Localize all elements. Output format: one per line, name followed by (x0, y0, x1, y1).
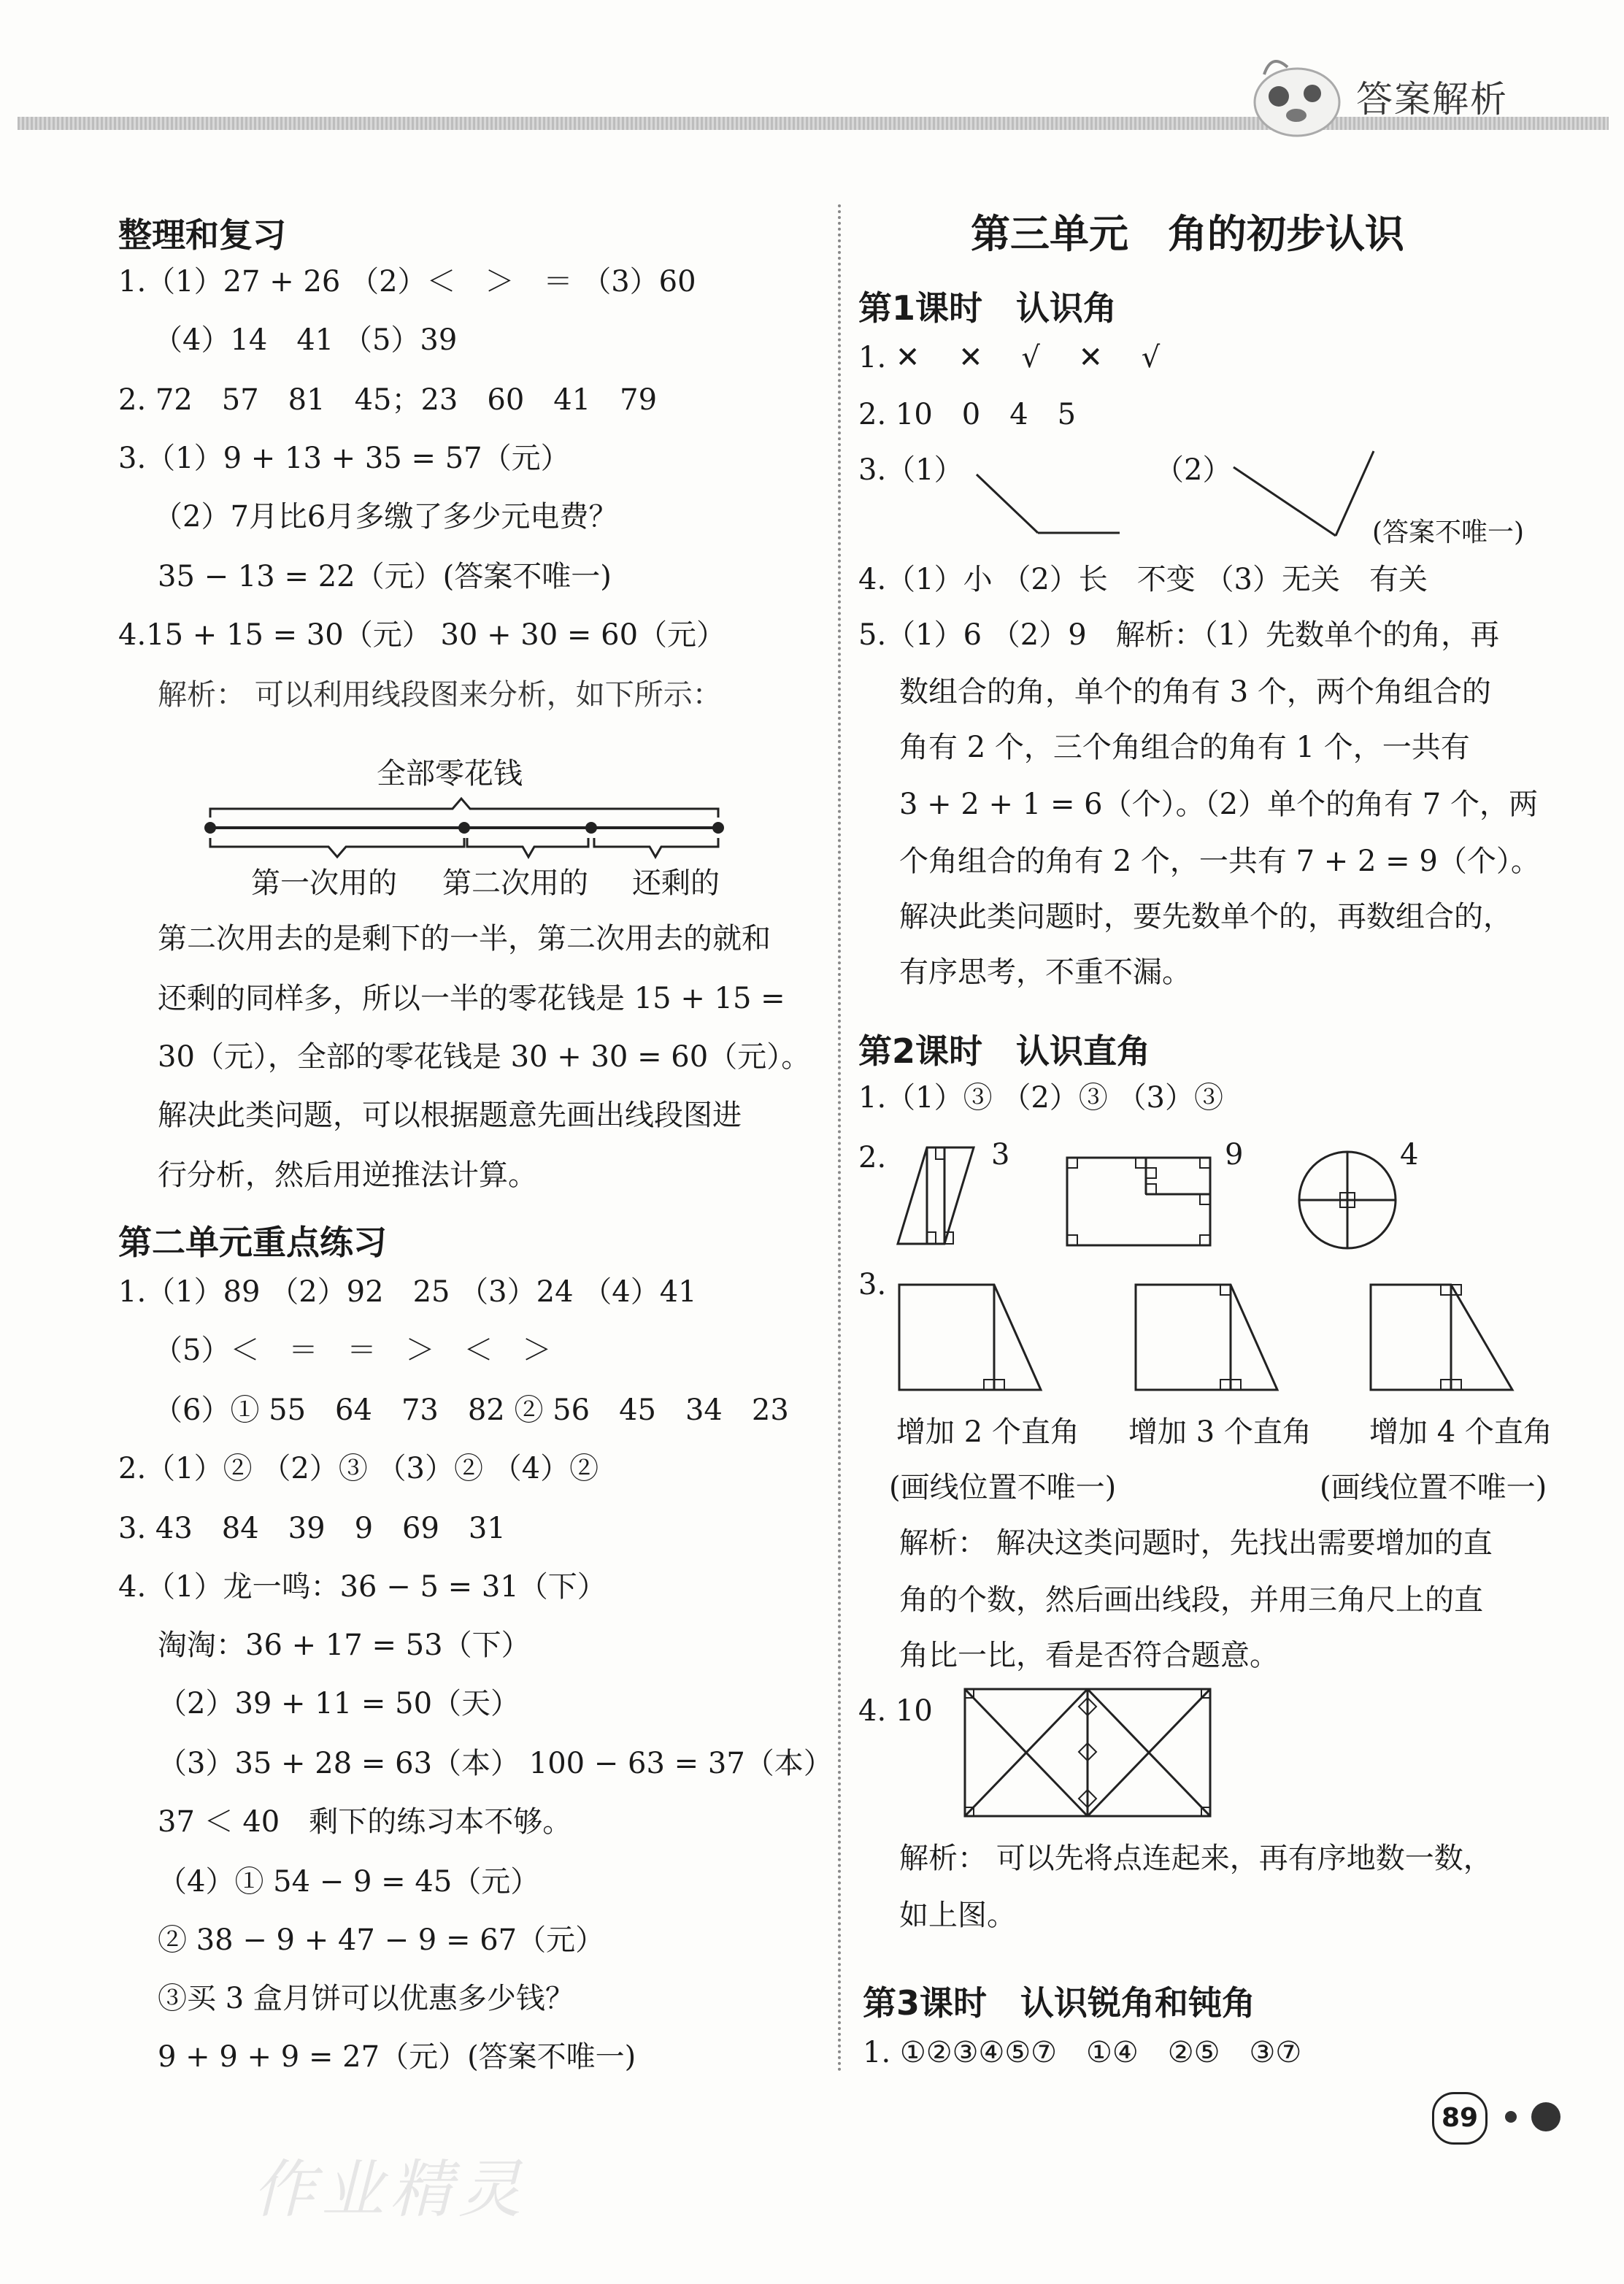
lesson2-q2-label: 2. (858, 1141, 887, 1174)
lesson1-q3-a: 3.（1） (858, 453, 963, 487)
mascot-icon (1250, 45, 1344, 140)
page-dot-small (1505, 2111, 1517, 2123)
lesson1-q5-line: 3 + 2 + 1 = 6（个）。（2）单个的角有 7 个，两 (899, 788, 1538, 821)
lesson2-q4-analysis: 如上图。 (899, 1899, 1016, 1932)
q3-note: (画线位置不唯一) (1320, 1471, 1547, 1504)
lesson1-q5-line: 个角组合的角有 2 个，一共有 7 + 2 = 9（个）。 (899, 845, 1540, 878)
lesson1-q5-line: 数组合的角，单个的角有 3 个，两个角组合的 (899, 675, 1491, 709)
column-divider (838, 204, 841, 2073)
unit2-line: 37 ＜ 40 剩下的练习本不够。 (158, 1805, 572, 1839)
unit2-line: （5）＜ ＝ ＝ ＞ ＜ ＞ (153, 1334, 552, 1367)
review-line: 1.（1）27 + 26 （2）＜ ＞ ＝ （3）60 (118, 265, 696, 299)
lesson2-title: 第2课时 认识直角 (858, 1031, 1151, 1071)
watermark: 作业精灵 (253, 2153, 527, 2226)
unit2-line: 3. 43 84 39 9 69 31 (118, 1512, 506, 1545)
lesson2-q3-label: 3. (858, 1268, 887, 1301)
header-title: 答案解析 (1356, 78, 1508, 120)
unit2-line: （4）① 54 − 9 = 45（元） (158, 1865, 540, 1899)
review-line: 4.15 + 15 = 30（元） 30 + 30 = 60（元） (118, 618, 726, 652)
lesson1-q5-line: 有序思考，不重不漏。 (899, 955, 1191, 989)
rectangle-figure (1066, 1156, 1212, 1247)
review-line: （4）14 41 （5）39 (153, 323, 458, 357)
unit2-line: ② 38 − 9 + 47 − 9 = 67（元） (158, 1923, 605, 1957)
review-line: 35 − 13 = 22（元）(答案不唯一) (158, 560, 612, 593)
lesson2-analysis-line: 解析： 解决这类问题时，先找出需要增加的直 (899, 1526, 1493, 1560)
lesson1-q1: 1. ✕ ✕ √ ✕ √ (858, 341, 1161, 374)
q2-count: 9 (1225, 1138, 1244, 1172)
q2-count: 4 (1400, 1138, 1419, 1172)
unit2-line: 4.（1）龙一鸣：36 − 5 = 31（下） (118, 1570, 607, 1604)
unit3-title: 第三单元 角的初步认识 (971, 211, 1404, 257)
rectangle-cross-figure (963, 1688, 1212, 1818)
lesson1-q3-note: (答案不唯一) (1372, 518, 1525, 547)
q3-caption: 增加 4 个直角 (1369, 1415, 1552, 1449)
analysis-line: 行分析，然后用逆推法计算。 (158, 1158, 537, 1192)
q3-caption: 增加 3 个直角 (1128, 1415, 1312, 1449)
lesson1-title: 第1课时 认识角 (858, 288, 1117, 328)
analysis-line: 还剩的同样多，所以一半的零花钱是 15 + 15 = (158, 982, 785, 1015)
diagram-total-label: 全部零花钱 (377, 757, 523, 791)
diagram-seg3-label: 还剩的 (632, 866, 720, 900)
lesson1-q5-line: 5.（1）6 （2）9 解析：（1）先数单个的角，再 (858, 618, 1500, 652)
review-title: 整理和复习 (118, 215, 286, 255)
review-line: 2. 72 57 81 45；23 60 41 79 (118, 383, 658, 417)
lesson2-q4-analysis: 解析： 可以先将点连起来，再有序地数一数， (899, 1842, 1493, 1875)
acute-angle-figure (1234, 451, 1379, 539)
lesson1-q4: 4.（1）小 （2）长 不变 （3）无关 有关 (858, 563, 1428, 596)
unit2-line: 1.（1）89 （2）92 25 （3）24 （4）41 (118, 1275, 697, 1309)
lesson3-q1: 1. ①②③④⑤⑦ ①④ ②⑤ ③⑦ (863, 2036, 1302, 2069)
lesson1-q5-line: 角有 2 个，三个角组合的角有 1 个，一共有 (899, 731, 1470, 764)
trapezoid-figure-2 (1134, 1283, 1280, 1393)
analysis-line: 解决此类问题，可以根据题意先画出线段图进 (158, 1099, 742, 1132)
lesson2-analysis-line: 角的个数，然后画出线段，并用三角尺上的直 (899, 1583, 1483, 1617)
page-dot-large (1531, 2102, 1560, 2131)
analysis-line: 30（元），全部的零花钱是 30 + 30 = 60（元）。 (158, 1040, 811, 1074)
parallelogram-figure (898, 1145, 978, 1247)
circle-figure (1296, 1149, 1398, 1251)
review-line: 解析： 可以利用线段图来分析，如下所示： (158, 678, 722, 712)
unit2-line: （2）39 + 11 = 50（天） (158, 1687, 520, 1720)
lesson1-q5-line: 解决此类问题时，要先数单个的，再数组合的， (899, 900, 1512, 934)
lesson2-q1: 1.（1）③ （2）③ （3）③ (858, 1081, 1223, 1115)
lesson2-analysis-line: 角比一比，看是否符合题意。 (899, 1639, 1279, 1672)
trapezoid-figure-3 (1369, 1283, 1515, 1393)
q3-caption: 增加 2 个直角 (896, 1415, 1080, 1449)
lesson3-title: 第3课时 认识锐角和钝角 (863, 1983, 1256, 2023)
lesson2-q4: 4. 10 (858, 1694, 933, 1728)
diagram-seg1-label: 第一次用的 (251, 866, 397, 900)
q2-count: 3 (991, 1138, 1010, 1172)
lesson1-q2: 2. 10 0 4 5 (858, 398, 1077, 431)
unit2-line: （6）① 55 64 73 82 ② 56 45 34 23 (153, 1393, 789, 1427)
unit2-line: 2.（1）② （2）③ （3）② （4）② (118, 1452, 599, 1485)
obtuse-angle-figure (977, 467, 1123, 540)
unit2-line: 淘淘：36 + 17 = 53（下） (158, 1629, 531, 1662)
unit2-line: 9 + 9 + 9 = 27（元）(答案不唯一) (158, 2040, 636, 2074)
unit2-line: ③买 3 盒月饼可以优惠多少钱？ (158, 1982, 574, 2015)
unit2-title: 第二单元重点练习 (118, 1223, 387, 1262)
trapezoid-figure-1 (898, 1283, 1044, 1393)
q3-note: (画线位置不唯一) (889, 1471, 1117, 1504)
diagram-seg2-label: 第二次用的 (442, 866, 588, 900)
unit2-line: （3）35 + 28 = 63（本） 100 − 63 = 37（本） (158, 1747, 833, 1780)
lesson1-q3-b: （2） (1155, 453, 1232, 487)
review-line: （2）7月比6月多缴了多少元电费？ (153, 500, 618, 534)
page-number: 89 (1432, 2092, 1488, 2145)
review-line: 3.（1）9 + 13 + 35 = 57（元） (118, 442, 570, 475)
analysis-line: 第二次用去的是剩下的一半，第二次用去的就和 (158, 922, 771, 955)
